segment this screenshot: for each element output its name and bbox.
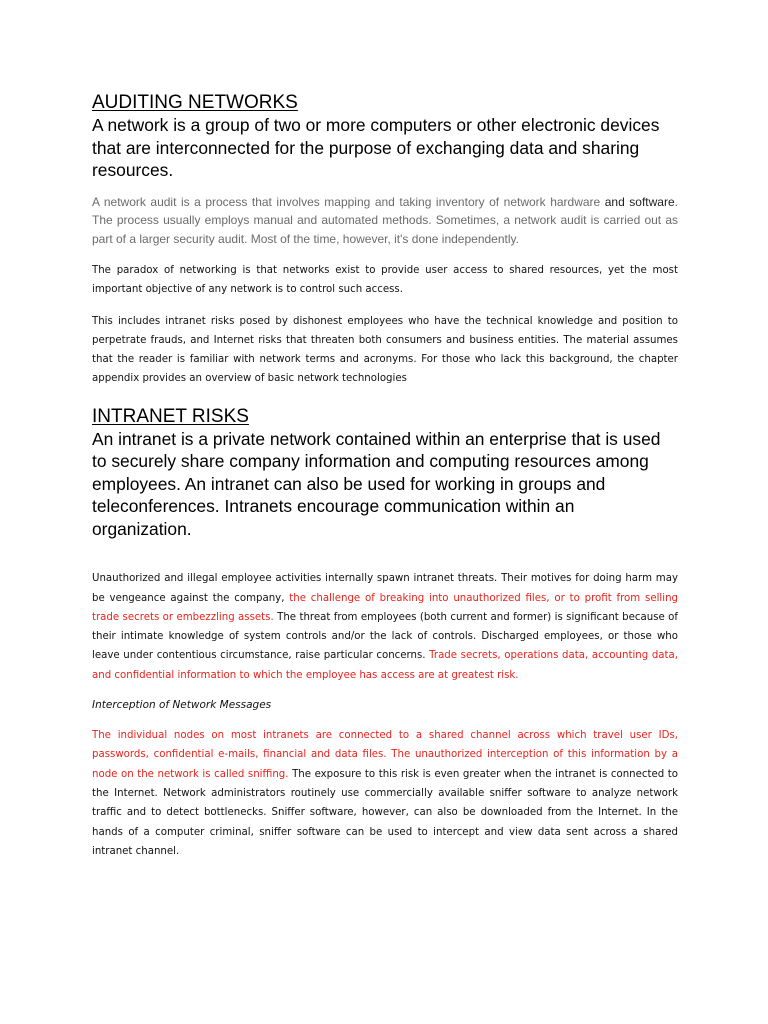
threats-highlight-2: Trade secrets, operations data, accounting data, and confidential information to which the employee has access are at greatest risk. (92, 650, 678, 681)
document-page (92, 92, 678, 861)
subheading-interception: Interception of Network Messages (92, 699, 272, 712)
network-audit-paragraph (92, 193, 678, 249)
heading-auditing-networks: AUDITING NETWORKS (92, 92, 298, 113)
heading-intranet-risks: INTRANET RISKS (92, 405, 249, 427)
interception-highlight: The individual nodes on most intranets are connected to a shared channel across which travel user IDs, passwords, confidential e-mails, financial and data files. The unauthorized interception of this information by a node on the network is called sniffing. (92, 730, 678, 780)
interception-text: The exposure to this risk is even greater when the intranet is connected to the Internet. Network administrators routinely use commercially available sniffer software to analyze network traffic and to detect bottlenecks. Sniffer software, however, can also be downloaded from the Internet. In the hands of a computer criminal, sniffer software can be used to intercept and view data sent across a shared intranet channel. (92, 768, 678, 857)
interception-paragraph (92, 726, 678, 861)
audit-text-3: . The process usually employs manual and automated methods. Sometimes, a network audit is carried out as part of a larger security audit. Most of the time, however, it's done independently. (92, 194, 678, 246)
threats-highlight-1: the challenge of breaking into unauthorized files, or to profit from selling trade secrets or embezzling assets. (92, 592, 678, 623)
paradox-paragraph: The paradox of networking is that networks exist to provide user access to shared resources, yet the most important objective of any network is to control such access. (92, 265, 678, 296)
audit-text-2: and software (604, 194, 675, 209)
network-definition: A network is a group of two or more computers or other electronic devices that are interconnected for the purpose of exchanging data and sharing resources. (92, 115, 660, 180)
intranet-definition: An intranet is a private network contained within an enterprise that is used to securely share company information and computing resources among employees. An intranet can also be used for working in groups and teleconferences. Intranets encourage communication within an organization. (92, 428, 661, 539)
threats-text-2: The threat from employees (both current and former) is significant because of their intimate knowledge of system controls and/or the lack of controls. Discharged employees, or those who leave under contentious circumstance, raise particular concerns. (92, 611, 678, 662)
threats-text-1: Unauthorized and illegal employee activities internally spawn intranet threats. Their motives for doing harm may be vengeance against the company, (92, 573, 678, 604)
threats-paragraph (92, 569, 678, 685)
audit-text-1: A network audit is a process that involves mapping and taking inventory of network hardware (92, 194, 605, 209)
includes-paragraph: This includes intranet risks posed by dishonest employees who have the technical knowledge and position to perpetrate frauds, and Internet risks that threaten both consumers and business entities. The material assumes that the reader is familiar with network terms and acronyms. For those who lack this background, the chapter appendix provides an overview of basic network technologies (92, 315, 678, 385)
